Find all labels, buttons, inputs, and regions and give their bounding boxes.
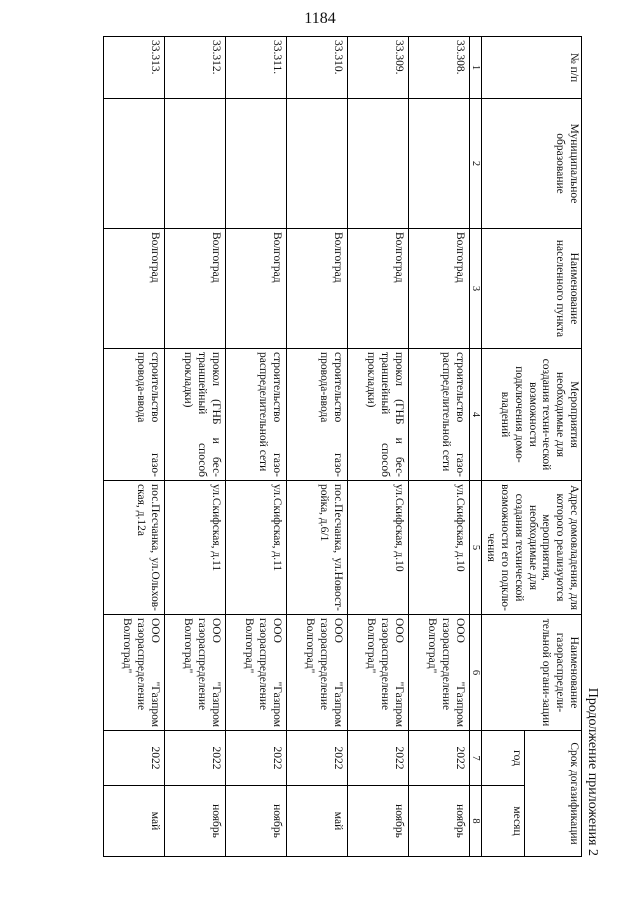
- row-address: ул.Скифская, д.10: [408, 481, 469, 615]
- header-row: [525, 37, 582, 857]
- table-row: [164, 37, 225, 857]
- row-measure: строительство газо-провода-ввода: [286, 349, 347, 481]
- rotated-document: [112, 36, 600, 856]
- row-organization: ООО "Газпром газораспределение Волгоград": [286, 615, 347, 731]
- header-organization: Наименование газораспредели-тельной органи-зации: [482, 615, 582, 731]
- row-address: ул.Скифская, д.11: [225, 481, 286, 615]
- row-month: ноябрь: [164, 786, 225, 857]
- header-settlement: Наименование населенного пункта: [482, 229, 582, 349]
- table-row: [408, 37, 469, 857]
- header-month: месяц: [482, 786, 525, 857]
- column-number: 4: [469, 349, 482, 481]
- row-number: 33.309.: [347, 37, 408, 99]
- row-organization: ООО "Газпром газораспределение Волгоград": [103, 615, 164, 731]
- header-year: год: [482, 731, 525, 786]
- header-deadline: Срок догазификации: [525, 731, 582, 857]
- row-measure: прокол (ГНБ и бес-траншейный способ прокладки): [164, 349, 225, 481]
- page-number: 1184: [304, 10, 336, 27]
- column-number-row: [469, 37, 482, 857]
- row-month: май: [103, 786, 164, 857]
- row-month: ноябрь: [408, 786, 469, 857]
- row-measure: строительство газо-распределительной сети: [225, 349, 286, 481]
- row-settlement: Волгоград: [286, 229, 347, 349]
- table-row: [347, 37, 408, 857]
- header-no: № п/п: [482, 37, 582, 99]
- table-row: [286, 37, 347, 857]
- row-year: 2022: [286, 731, 347, 786]
- table-row: [103, 37, 164, 857]
- row-number: 33.313.: [103, 37, 164, 99]
- header-measures: Мероприятия необходимые для создания техни-ческой возможности подключения домо-владений: [482, 349, 582, 481]
- gasification-table: [103, 36, 582, 857]
- row-settlement: Волгоград: [408, 229, 469, 349]
- row-number: 33.311.: [225, 37, 286, 99]
- row-month: ноябрь: [347, 786, 408, 857]
- row-year: 2022: [408, 731, 469, 786]
- row-municipality: [347, 99, 408, 229]
- column-number: 3: [469, 229, 482, 349]
- row-number: 33.312.: [164, 37, 225, 99]
- header-address: Адрес домовладения, для которого реализуются мероприятия, необходимые для создания технической возможности его подклю-чения: [482, 481, 582, 615]
- row-address: ул.Скифская, д.10: [347, 481, 408, 615]
- table-row: [225, 37, 286, 857]
- row-municipality: [408, 99, 469, 229]
- row-year: 2022: [164, 731, 225, 786]
- row-measure: строительство газо-провода-ввода: [103, 349, 164, 481]
- row-settlement: Волгоград: [164, 229, 225, 349]
- column-number: 5: [469, 481, 482, 615]
- row-municipality: [103, 99, 164, 229]
- row-year: 2022: [347, 731, 408, 786]
- row-number: 33.308.: [408, 37, 469, 99]
- row-municipality: [286, 99, 347, 229]
- column-number: 7: [469, 731, 482, 786]
- row-address: ул.Скифская, д.11: [164, 481, 225, 615]
- column-number: 6: [469, 615, 482, 731]
- row-year: 2022: [103, 731, 164, 786]
- row-organization: ООО "Газпром газораспределение Волгоград": [347, 615, 408, 731]
- row-settlement: Волгоград: [225, 229, 286, 349]
- row-organization: ООО "Газпром газораспределение Волгоград": [225, 615, 286, 731]
- row-municipality: [225, 99, 286, 229]
- row-address: пос.Песчанка, ул.Ольхов-ская, д.12а: [103, 481, 164, 615]
- row-number: 33.310.: [286, 37, 347, 99]
- row-month: ноябрь: [225, 786, 286, 857]
- continuation-label: Продолжение приложения 2: [585, 687, 600, 856]
- header-municipality: Муниципальное образование: [482, 99, 582, 229]
- row-settlement: Волгоград: [103, 229, 164, 349]
- row-address: пос.Песчанка, ул.Новост-ройка, д.6/1: [286, 481, 347, 615]
- row-settlement: Волгоград: [347, 229, 408, 349]
- row-month: май: [286, 786, 347, 857]
- row-organization: ООО "Газпром газораспределение Волгоград": [408, 615, 469, 731]
- column-number: 8: [469, 786, 482, 857]
- row-measure: прокол (ГНБ и бес-траншейный способ прокладки): [347, 349, 408, 481]
- column-number: 2: [469, 99, 482, 229]
- row-measure: строительство газо-распределительной сети: [408, 349, 469, 481]
- row-organization: ООО "Газпром газораспределение Волгоград": [164, 615, 225, 731]
- row-municipality: [164, 99, 225, 229]
- row-year: 2022: [225, 731, 286, 786]
- column-number: 1: [469, 37, 482, 99]
